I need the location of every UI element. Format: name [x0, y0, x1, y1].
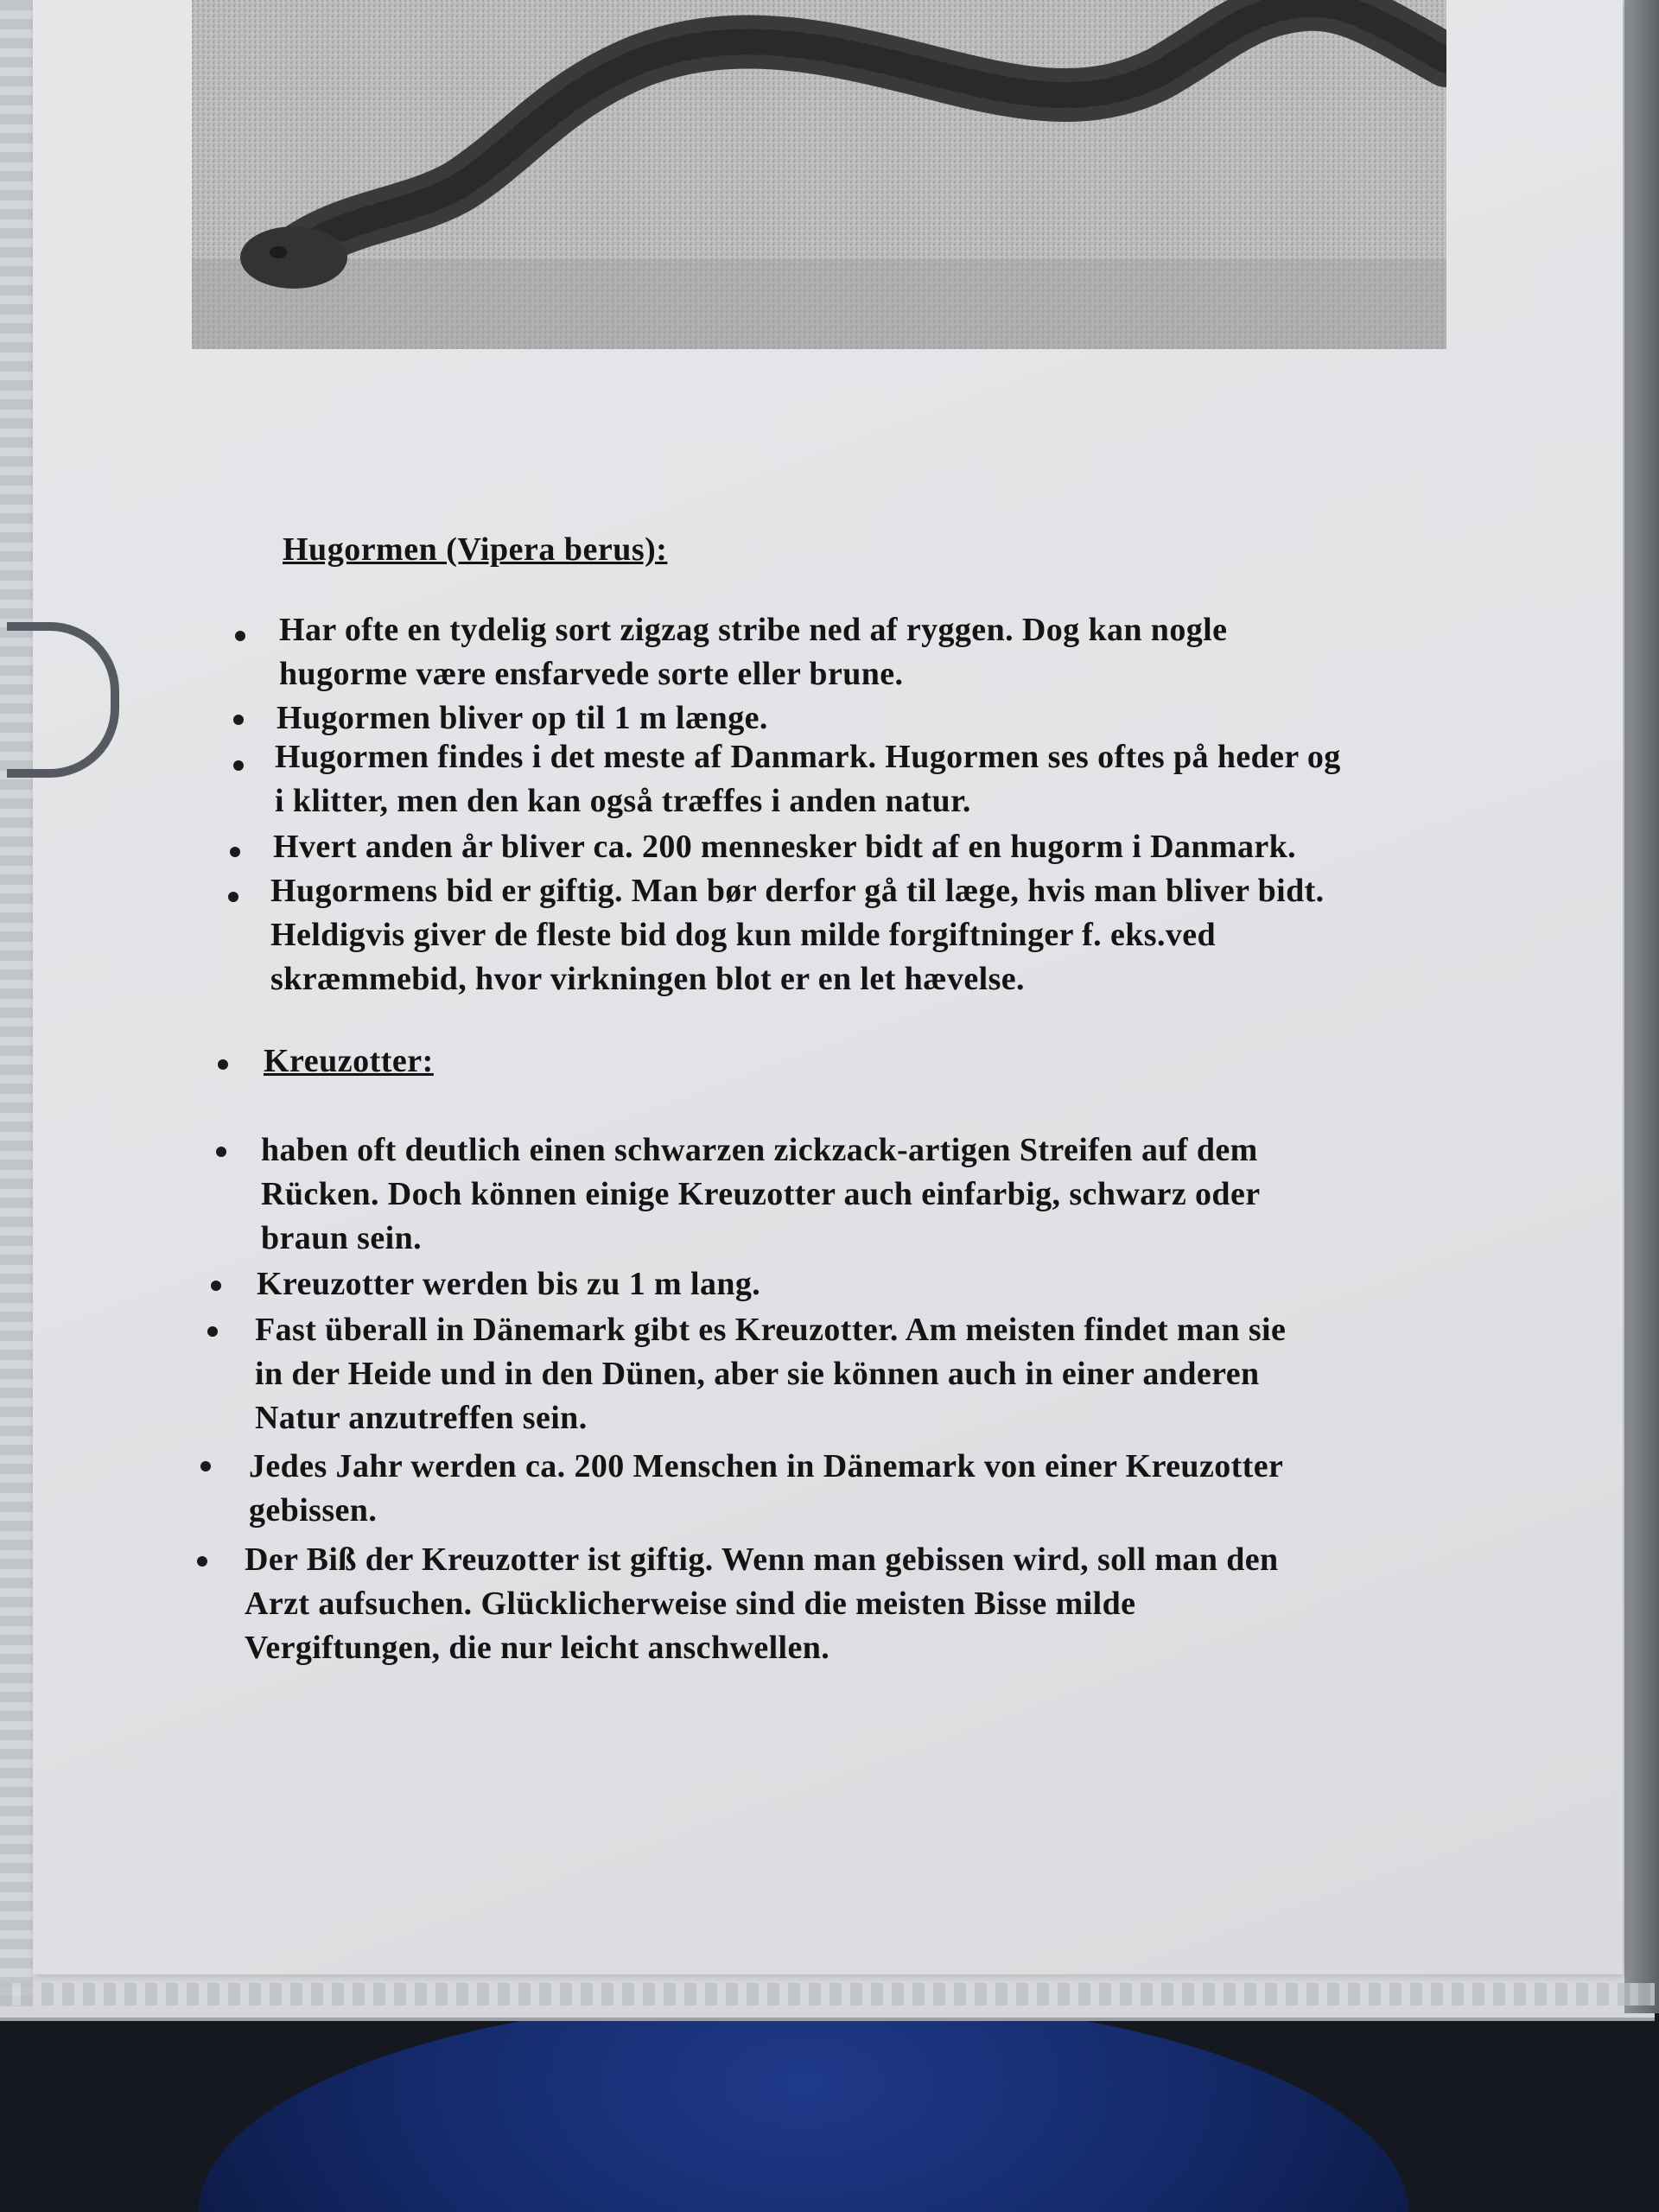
- line: Der Biß der Kreuzotter ist giftig. Wenn man gebissen wird, soll man den: [245, 1541, 1279, 1578]
- danish-item-3: [275, 735, 1341, 823]
- german-item-4: [249, 1445, 1283, 1533]
- danish-item-4: [273, 825, 1296, 869]
- line: Hugormen findes i det meste af Danmark. Hugormen ses oftes på heder og: [275, 739, 1341, 775]
- bullet: [207, 1326, 218, 1337]
- bullet: [230, 847, 240, 857]
- sleeve-bottom-edge: [0, 1983, 1655, 2005]
- line: hugorme være ensfarvede sorte eller brune.: [279, 656, 904, 692]
- danish-item-2: [276, 696, 768, 741]
- line: Arzt aufsuchen. Glücklicherweise sind die meisten Bisse milde: [245, 1586, 1136, 1622]
- bullet: [211, 1281, 221, 1291]
- danish-heading: Hugormen (Vipera berus):: [283, 531, 668, 568]
- bullet: [216, 1147, 226, 1157]
- german-item-5: [245, 1538, 1279, 1670]
- german-item-3: [255, 1308, 1286, 1440]
- line: Heldigvis giver de fleste bid dog kun milde forgiftninger f. eks.ved: [270, 917, 1217, 953]
- bullet: [200, 1461, 211, 1471]
- line: Rücken. Doch können einige Kreuzotter auch einfarbig, schwarz oder: [261, 1176, 1261, 1212]
- danish-item-1: [279, 608, 1227, 696]
- line: Fast überall in Dänemark gibt es Kreuzotter. Am meisten findet man sie: [255, 1312, 1287, 1348]
- line: Natur anzutreffen sein.: [255, 1400, 588, 1436]
- german-heading: Kreuzotter:: [264, 1043, 434, 1079]
- line: braun sein.: [261, 1220, 423, 1256]
- line: in der Heide und in den Dünen, aber sie können auch in einer anderen: [255, 1356, 1260, 1392]
- bullet: [233, 760, 244, 771]
- bullet: [228, 892, 238, 902]
- line: Hugormens bid er giftig. Man bør derfor gå til læge, hvis man bliver bidt.: [270, 873, 1325, 909]
- line: i klitter, men den kan også træffes i anden natur.: [275, 783, 971, 819]
- line: Kreuzotter werden bis zu 1 m lang.: [257, 1266, 761, 1302]
- line: haben oft deutlich einen schwarzen zickzack-artigen Streifen auf dem: [261, 1132, 1258, 1168]
- bullet: [233, 715, 244, 725]
- bullet: [218, 1059, 228, 1070]
- line: Hugormen bliver op til 1 m længe.: [276, 700, 768, 736]
- bullet: [197, 1556, 207, 1567]
- line: Jedes Jahr werden ca. 200 Menschen in Dänemark von einer Kreuzotter: [249, 1448, 1284, 1484]
- line: Hvert anden år bliver ca. 200 mennesker bidt af en hugorm i Danmark.: [273, 829, 1297, 865]
- bullet: [235, 631, 245, 641]
- line: gebissen.: [249, 1492, 378, 1529]
- german-item-2: [257, 1262, 760, 1306]
- line: skræmmebid, hvor virkningen blot er en let hævelse.: [270, 961, 1025, 997]
- german-item-1: [261, 1128, 1261, 1261]
- danish-item-5: [270, 869, 1325, 1001]
- line: Vergiftungen, die nur leicht anschwellen.: [245, 1630, 830, 1666]
- line: Har ofte en tydelig sort zigzag stribe ned af ryggen. Dog kan nogle: [279, 612, 1228, 648]
